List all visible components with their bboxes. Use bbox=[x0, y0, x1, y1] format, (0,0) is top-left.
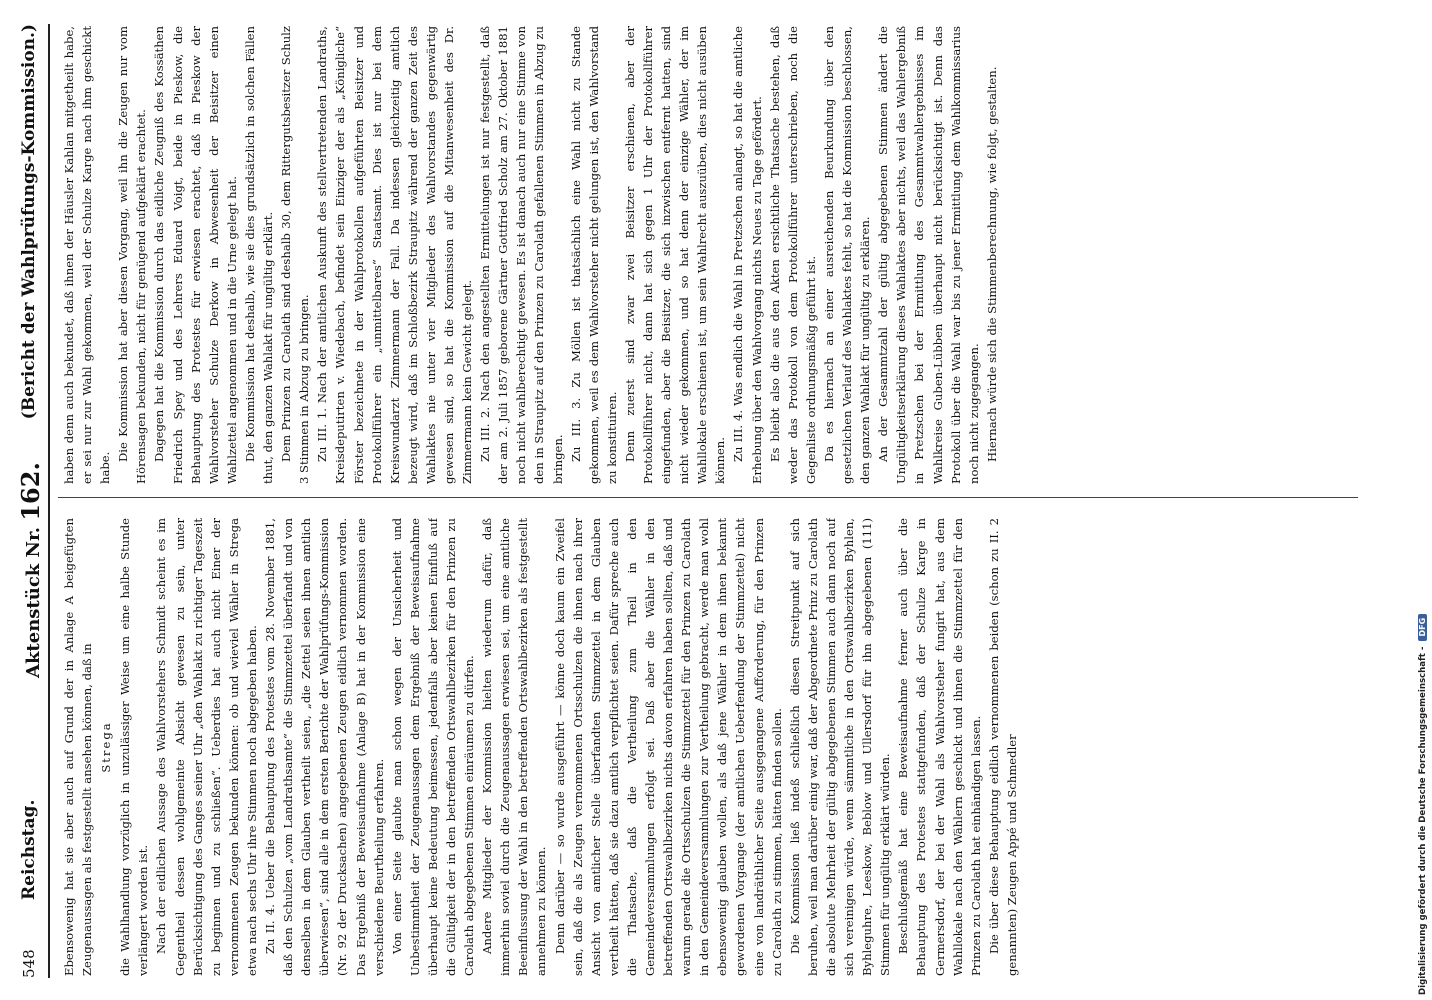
paragraph: Da es hiernach an einer ausreichenden Beurkundung über den gesetzlichen Verlauf des Wahlaktes fehlt, so hat die Kommission beschlossen, den ganzen Wahlakt für ungültig zu erklären. bbox=[821, 26, 873, 484]
paragraph: An der Gesammtzahl der gültig abgegebenen Stimmen ändert die Ungültigkeitserklärung dieses Wahlaktes aber nichts, weil das Wahlergebniß in Pretzschen bei der Ermittlung des Gesammtwahlergebnisses im Wahlkreise Guben-Lübben überhaupt nicht berücksichtigt ist. Denn das Protokoll über die Wahl war bis zu jener Ermittlung dem Wahlkommissarius noch nicht zugegangen. bbox=[876, 26, 981, 484]
right-text-column bbox=[60, 26, 1360, 484]
dfg-logo: DFG bbox=[1418, 614, 1427, 641]
paragraph: Von einer Seite glaubte man schon wegen der Unsicherheit und Unbestimmtheit der Zeugenaussagen dem Ergebniß der Beweisaufnahme überhaupt keine Bedeutung beimessen, jedenfalls aber keinen Einfluß auf die Gültigkeit der in den betreffenden Ortswahlbezirken für den Prinzen zu Carolath abgegebenen Stimmen einräumen zu dürfen. bbox=[389, 518, 477, 976]
column-divider bbox=[58, 497, 1358, 498]
header-right-title: (Bericht der Wahlprüfungs-Kommission.) bbox=[19, 24, 39, 420]
paragraph: Zu III. 1. Nach der amtlichen Auskunft des stellvertretenden Landraths, Kreisdeputirten v. Wiedebach, befindet sein Einziger der als „Königliche“ Förster bezeichnete in der Wahlprotokollen aufgeführten Beisitzer und Protokollführer ein „unmittelbares“ Staatsamt. Dies ist nur bei dem Kreiswundarzt Zimmermann der Fall. Da indessen gleichzeitig amtlich bezeugt wird, daß im Schloßbezirk Straupitz während der ganzen Zeit des Wahlaktes nie unter vier Mitglieder des Wahlvorstandes gegenwärtig gewesen sind, so hat die Kommission auf die Mitanwesenheit des Dr. Zimmermann kein Gewicht gelegt. bbox=[315, 26, 475, 484]
paragraph: Denn zuerst sind zwar zwei Beisitzer erschienen, aber der Protokollführer nicht, dann hat sich gegen 1 Uhr der Protokollführer eingefunden, aber die Beisitzer, die sich inzwischen entfernt hatten, sind nicht wieder gekommen, und so hat denn der einzige Wähler, der im Wahllokale erschienen ist, um sein Wahlrecht auszuüben, dies nicht ausüben können. bbox=[622, 26, 728, 484]
header-middle-number: 162. bbox=[16, 462, 45, 521]
paragraph: Zu III. 4. Was endlich die Wahl in Pretzschen anlangt, so hat die amtliche Erhebung über den Wahlvorgang nichts Neues zu Tage gefördert. bbox=[731, 26, 764, 484]
paragraph: Die Kommission hat aber diesen Vorgang, weil ihn die Zeugen nur vom Hörensagen bekunden, nicht für genügend aufgeklärt erachtet. bbox=[116, 26, 149, 484]
header-rule bbox=[48, 24, 50, 978]
paragraph: die Wahlhandlung vorzüglich in unzulässiger Weise um eine halbe Stunde verlängert worden ist. bbox=[118, 518, 151, 976]
paragraph: Zu II. 4. Ueber die Behauptung des Protestes vom 28. November 1881, daß den Schulzen „vom Landrathsamte“ die Stimmzettel überfandt und von denselben in dem Glauben vertheilt seien, „die Zettel seien ihnen amtlich überwiesen“, sind alle in dem ersten Berichte der Wahlprüfungs-Kommission (Nr. 92 der Drucksachen) angegebenen Zeugen eidlich vernommen worden. Das Ergebniß der Beweisaufnahme (Anlage B) hat in der Kommission eine verschiedene Beurtheilung erfahren. bbox=[263, 518, 386, 976]
paragraph: Die über diese Behauptung eidlich vernommenen beiden (schon zu II. 2 genannten) Zeugen Appé und Schmedler bbox=[986, 518, 1019, 976]
header-document-number bbox=[16, 462, 45, 678]
paragraph: Zu III. 3. Zu Möllen ist thatsächlich eine Wahl nicht zu Stande gekommen, weil es dem Wahlvorsteher nicht gelungen ist, den Wahlvorstand zu konstituiren. bbox=[568, 26, 619, 484]
header-left-title: Reichstag. bbox=[19, 799, 39, 900]
paragraph: Die Kommission hat deshalb, wie sie dies grundsätzlich in solchen Fällen thut, den ganzen Wahlakt für ungültig erklärt. bbox=[242, 26, 276, 484]
paragraph: Es bleibt also die aus den Akten ersichtliche Thatsache bestehen, daß weder das Protokoll von dem Protokollführer unterschrieben, noch die Gegenliste ordnungsmäßig geführt ist. bbox=[767, 26, 818, 484]
paragraph: Ebensowenig hat sie aber auch auf Grund der in Anlage A beigefügten Zeugenaussagen als festgestellt ansehen können, daß in bbox=[62, 518, 95, 976]
paragraph: Andere Mitglieder der Kommission hielten wiederum dafür, daß immerhin soviel durch die Zeugenaussagen erwiesen sei, um eine amtliche Beeinflussung der Wahl in den betreffenden Ortswahlbezirken als festgestellt annehmen zu können. bbox=[480, 518, 549, 976]
left-text-column bbox=[60, 518, 1360, 976]
paragraph: Dagegen hat die Kommission durch das eidliche Zeugniß des Kossäthen Friedrich Spey und des Lehrers Eduard Voigt, beide in Pieskow, die Behauptung des Protestes für erwiesen erachtet, daß in Pieskow der Wahlvorsteher Schulze Derkow in Abwesenheit der Beisitzer einen Wahlzettel angenommen und in die Urne gelegt hat. bbox=[152, 26, 239, 484]
paragraph: Zu III. 2. Nach den angestellten Ermittelungen ist nur festgestellt, daß der am 2. Juli 1857 geborene Gärtner Gottfried Scholz am 27. Oktober 1881 noch nicht wahlberechtigt gewesen. Es ist danach auch nur eine Stimme von den in Straupitz auf den Prinzen zu Carolath gefallenen Stimmen in Abzug zu bringen. bbox=[478, 26, 565, 484]
digitization-note-text: Digitalisierung gefördert durch die Deutsche Forschungsgemeinschaft - bbox=[1418, 646, 1428, 995]
paragraph: Hiernach würde sich die Stimmenberechnung, wie folgt, gestalten. bbox=[984, 66, 999, 462]
paragraph: Denn darüber — so wurde ausgeführt — könne doch kaum ein Zweifel sein, daß die als Zeugen vernommenen Ortsschulzen die ihnen nach ihrer Ansicht von amtlicher Stelle überfandten Stimmzettel in dem Glauben vertheilt hätten, daß sie dazu amtlich verpflichtet seien. Dafür spreche auch die Thatsache, daß die Vertheilung zum Theil in den Gemeindeversammlungen erfolgt sei. Daß aber die Wähler in den betreffenden Ortswahlbezirken nichts davon erfahren haben sollten, daß und warum gerade die Ortsschulzen die Stimmzettel für den Prinzen zu Carolath in den Gemeindeversammlungen zur Vertheilung gebracht, werde man wohl ebensowenig glauben wollen, als daß jene Wähler in dem ihnen bekannt gewordenen Vorgange (der amtlichen Ueberfendung der Stimmzettel) nicht eine von landräthlicher Seite ausgegangene Aufforderung, für den Prinzen zu Carolath zu stimmen, hätten finden sollen. bbox=[552, 518, 784, 976]
paragraph: Nach der eidlichen Aussage des Wahlvorstehers Schmidt scheint es im Gegentheil dessen wohlgemeinte Absicht gewesen zu sein, unter Berücksichtigung des Ganges seiner Uhr „den Wahlakt zu richtiger Tageszeit zu beginnen und zu schließen“. Ueberdies hat auch nicht Einer der vernommenen Zeugen bekunden können: ob und wieviel Wähler in Strega etwa nach sechs Uhr ihre Stimmen noch abgegeben haben. bbox=[154, 518, 259, 976]
page-header bbox=[14, 24, 48, 978]
header-middle-label: Aktenstück Nr. bbox=[23, 526, 44, 678]
paragraph: Beschlußgemäß hat eine Beweisaufnahme ferner auch über die Behauptung des Protestes stattgefunden, daß der Schulze Karge in Germersdorf, der bei der Wahl als Wahlvorsteher fungirt hat, aus dem Wahllokale nach den Wählern geschickt und ihnen die Stimmzettel für den Prinzen zu Carolath hat einhändigen lassen. bbox=[896, 518, 983, 976]
paragraph: Die Kommission ließ indeß schließlich diesen Streitpunkt auf sich beruhen, weil man darüber einig war, daß der Abgeordnete Prinz zu Carolath die absolute Mehrheit der gültig abgegebenen Stimmen auch dann noch auf sich vereinigen würde, wenn sämmtliche in den Ortswahlbezirken Byhlen, Byhleguhre, Leeskow, Beblow und Ullersdorf für ihn abgegebenen (111) Stimmen für ungültig erklärt würden. bbox=[787, 518, 893, 976]
digitization-note bbox=[1418, 15, 1428, 995]
paragraph: haben denn auch bekundet, daß ihnen der Häusler Kahlan mitgetheilt habe, er sei nur zur Wahl gekommen, weil der Schulze Karge nach ihm geschickt habe. bbox=[62, 26, 113, 484]
paragraph: Dem Prinzen zu Carolath sind deshalb 30, dem Rittergutsbesitzer Schulz 3 Stimmen in Abzug zu bringen. bbox=[279, 26, 312, 484]
section-heading: Strega bbox=[99, 721, 114, 773]
page-number: 548 bbox=[20, 949, 38, 978]
